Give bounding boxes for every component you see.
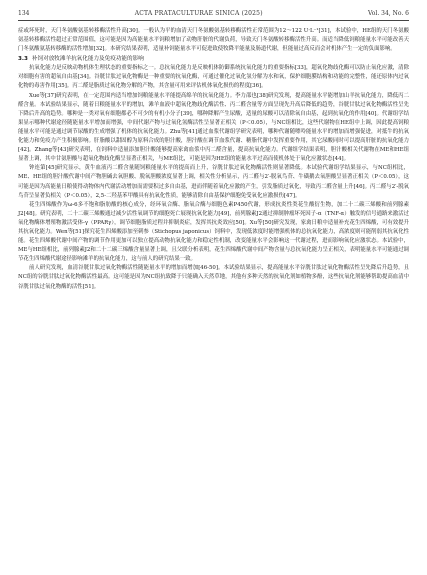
section-heading	[18, 55, 409, 64]
section-number: 3.3	[18, 56, 28, 63]
section-title-text: 补饲对放牧滩羊抗氧化能力及免疫功能的影响	[31, 56, 144, 63]
paragraph-6: 前人研究发现，血清谷胱甘肽过氧化物酶活性随能量水平的增加而增加[46-50]。本试验结果显示，提高能量水平谷胱甘肽过氧化物酶活性呈先降后升趋势，且NC组的谷胱甘肽过氧化物酶活性最高。这可能是因为NC组抗致降于只能确入天然草地，其他有多种天然的抗氧化剂如植物多酚，这些抗氧化剂能够帮助提高血清中谷胱甘肽过氧化物酶的活性[51]。	[18, 265, 409, 290]
page-number: 134	[18, 10, 30, 17]
paragraph-1: 症或坏死时，天门冬氨酸氨基转移酶活性升高[30]。一般认为平的血清天门冬氨酸氨基转移酶活性正常范围为12～122 U·L⁻¹[31]，本试验中，HE组的天门冬氨酸氨基转移酶活性超过正常范围值，这可能是因为高能量水平饲粮增加了动物肝脏的代谢负荷，导致天门冬氨酸转移酶活性升高。而适当降低饲粮能量水平可能改善天门冬氨酸氨基转移酶的活性增加[32]。本研究结果表明，适量补饲能量水平可促进致使牧降平能量及肠道代谢，但能量过高反而会对机体产生一定的负面影响。	[18, 28, 409, 53]
volume-info: Vol. 34, No. 6	[368, 10, 409, 17]
paragraph-2: 抗氧化能力是反映动物机体生理状态的重要指标之一。总抗氧化能力是反映机体防御系统抗氧化能力的重要指标[33]，超氧化物歧化酶可以防止氧化应激，清除对细胞有害的超氧自由基[34]。谷胱甘肽过氧化物酶是一种重要的抗氧化酶，可通过催化过氧化氢分解为水和氧，保护细胞膜结构和功能的完整性，能还原体内过氧化物的毒害作用[35]。丙二醛是脂质过氧化物分解的产物，其含量可用来评估机体氧化损伤的程度[36]。	[18, 65, 409, 90]
page-header	[18, 10, 409, 21]
paragraph-5: 花生四烯酸作为ω-6多不饱和脂肪酸的核心成分，经环氧合酶、脂氧合酶与细胞色素P450代谢，形成抗炎性类花生酸衍生物，加二十二碳三烯酸和前列腺素J2[48]。研究表明，二十二碳三烯酸通过减少活性氧调节的细胞死亡展现抗氧化能力[49]，前列腺素J2通过抑制肿瘤坏死因子-α（TNF-α）触发的信号通路来激活过氧化物酶体增殖物激活受体-γ（PPARγ），调节细胞脂质过程并抑制炎症，发挥其抗炎效应[50]。Xu等[50]研究发现，家禽日粮中适量补充花生四烯酸，可有效提升其抗氧化能力。Wen等[51]探究花生四烯酸添加至刺参（Stichopus japonicus）饲料中，发现低浓度时能增强机体的总抗氧化能力，高浓度则可能削弱其抗氧化性能。花生四烯酸代谢中间产物的调节作用更加可以独立提高动物抗氧化能力和稳定性机制，改变能量水平会影响这一代谢过程，进而影响氧化应激状态。本试验中，ME与HE组相比，前列腺素J2和二十二碳三烯酸含量显著上调，且父联分析表明，花生四烯酸代谢中间产物含量与总抗氧化能力呈正相关，表明能量水平可能通过调节花生四烯酸代谢途径影响滩羊的抗氧化能力，这与前人的研究结果一致。	[18, 201, 409, 263]
paragraph-4: 钟连第[45]研究显示，黄牛血液丙二醛含量随饲粮能量水平的提高而上升，谷胱甘肽过氧化物酶活性则显著降低。本试验代谢组学结果显示，与NC组相比，ME、HE组的胆汁酸代谢中间产物胆碱去氧胆酸、脱氧胆酸浓度显著上调，相关性分析显示，丙二醛与2′-脱氧鸟苷、牛磺鹅去氧胆酸呈显著正相关（P＜0.05），这可能是因为高能量日粮使得动物体内代谢活动增加而需要积过多自由基，进而伴随着氧化应激的产生，引发脂质过氧化，导致丙二醛含量上升[46]。丙二醛与2′-脱氧鸟苷呈显著负相关（P＜0.05），2,5-二羟基苯甲酸具有抗氧化性质，能够清除自由基保护细胞免受氧化应激损伤[47]。	[18, 165, 409, 199]
article-body	[18, 27, 409, 292]
document-page	[18, 10, 409, 292]
paragraph-3: Xue等[37]研究表明，在一定范围内适当增加饲粮能量水平能提高绵羊的抗氧化能力。李力邵也[38]研究发现，提高能量水平能增加山羊抗氧化能力，降低丙二醛含量。本试验结果显示，随着日粮能量水平的增加，滩羊血液中超氧化物歧化酶活性、丙二醛含量等方面呈现先升高后降低的趋势，谷胱甘肽过氧化物酶活性呈先下降后升高的趋势。哪种是一类对氧有细胞都必不可少的有机小分子[39]，哪种降解产生尿酸，适量的尿酸可以清除氧自由基，起到抗氧化的作用[40]。代谢组学结果显示哪种代谢途径随能量水平增加而增强，中间代谢产物与过氧化氢酶活性呈显著正相关（P＜0.05），与NC组相比，这些代谢物在HE组中上调，因此提高饲粮能量水平可能是通过调节尿酸的生成增强了机体的抗氧化能力。Zhu等[41]通过血浆代谢组学研究表明，哪种代谢随嘌呤能量水平的增加而增强促进，对抵牛的抗氧化能力和免疫力产生积极影响。肝脂酸以甜固醇为原料合成的胆汁酸，胆汁酸在调节血浆代谢、糖脂代谢中发挥重要作用，其它尿酸同时可以提高肝脏的抗氧化能力[42]。Zhang等[43]研究表明，在饲料中适量添加胆汁酸能够提高家禽血浆中丙二醛含量，提高抗氧化能力。代谢组学结果表明，胆汁酸相关代谢物在ME和HE组显著上调，其中甘氨胆酸与超氧化物歧化酶呈显著正相关，与ME组比，可能是因为HE组的能量水平过高而使机体处于氧化应激状态[44]。	[18, 92, 409, 163]
journal-title: ACTA PRATACULTURAE SINICA (2025)	[134, 10, 263, 17]
